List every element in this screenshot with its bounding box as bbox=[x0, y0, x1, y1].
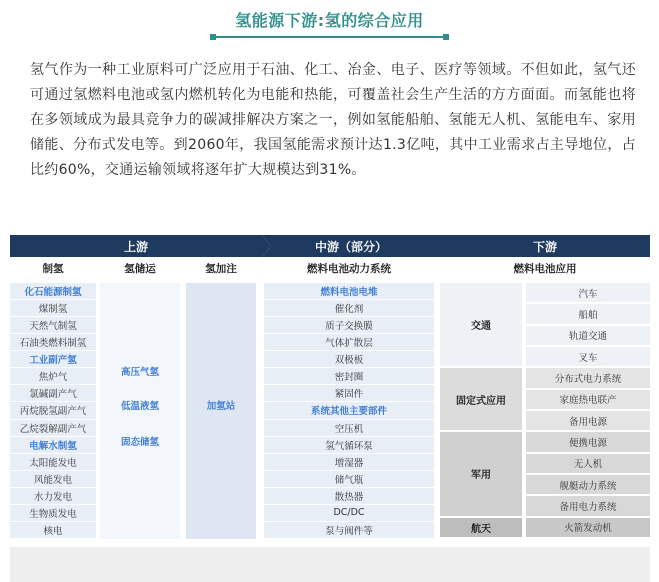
midstream-item: 质子交换膜 bbox=[264, 317, 434, 334]
downstream-group-label: 固定式应用 bbox=[440, 368, 522, 430]
midstream-item: 增湿器 bbox=[264, 454, 434, 471]
midstream-item: 泵与阀件等 bbox=[264, 522, 434, 539]
production-item: 核电 bbox=[10, 522, 96, 539]
title-area bbox=[0, 0, 659, 48]
downstream-group-label: 军用 bbox=[440, 432, 522, 515]
midstream-item: 储气瓶 bbox=[264, 471, 434, 488]
downstream-item: 分布式电力系统 bbox=[526, 368, 650, 387]
production-category: 工业副产氢 bbox=[10, 351, 96, 368]
title-underline bbox=[214, 36, 444, 38]
storage-item: 高压气氢 bbox=[120, 367, 159, 378]
downstream-item: 汽车 bbox=[526, 283, 650, 302]
midstream-item: DC/DC bbox=[264, 505, 434, 522]
col-header-downstream: 燃料电池应用 bbox=[513, 263, 577, 275]
refuel-item: 加氢站 bbox=[206, 401, 236, 412]
production-item: 水力发电 bbox=[10, 488, 96, 505]
production-item: 乙烷裂解副产气 bbox=[10, 420, 96, 437]
midstream-item: 紧固件 bbox=[264, 385, 434, 402]
downstream-item: 轨道交通 bbox=[526, 326, 650, 345]
downstream-item: 船舶 bbox=[526, 304, 650, 323]
production-category: 化石能源制氢 bbox=[10, 283, 96, 300]
downstream-column bbox=[440, 283, 650, 539]
intro-paragraph: 氢气作为一种工业原料可广泛应用于石油、化工、冶金、电子、医疗等领域。不但如此，氢气还可通过氢燃料电池或氢内燃机转化为电能和热能，可覆盖社会生产生活的方方面面。而氢能也将在多领域成为最具竞争力的碳减排解决方案之一，例如氢能船舶、氢能无人机、氢能电车、家用储能、分布式发电等。到2060年，我国氢能需求预计达1.3亿吨，其中工业需求占主导地位，占比约60%，交通运输领域将逐年扩大规模达到31%。 bbox=[30, 62, 636, 178]
midstream-item: 密封圈 bbox=[264, 368, 434, 385]
production-item: 煤制氢 bbox=[10, 300, 96, 317]
midstream-item: 氢气循环泵 bbox=[264, 437, 434, 454]
col-header-midstream: 燃料电池动力系统 bbox=[307, 263, 391, 275]
downstream-item: 无人机 bbox=[526, 454, 650, 473]
col-header-refuel: 氢加注 bbox=[205, 263, 237, 275]
downstream-group-label: 航天 bbox=[440, 518, 522, 537]
storage-item: 低温液氢 bbox=[120, 401, 159, 412]
midstream-item: 催化剂 bbox=[264, 300, 434, 317]
title-underline-dot-right bbox=[443, 34, 449, 40]
upstream-chevron bbox=[262, 235, 271, 257]
storage-column bbox=[100, 283, 180, 539]
midstream-category: 系统其他主要部件 bbox=[264, 402, 434, 419]
production-item: 氯碱副产气 bbox=[10, 385, 96, 402]
midstream-item: 散热器 bbox=[264, 488, 434, 505]
production-item: 石油类燃料制氢 bbox=[10, 334, 96, 351]
production-item: 风能发电 bbox=[10, 471, 96, 488]
production-item: 天然气制氢 bbox=[10, 317, 96, 334]
production-item: 生物质发电 bbox=[10, 505, 96, 522]
midstream-header: 中游（部分） bbox=[262, 235, 440, 257]
downstream-item: 舰艇动力系统 bbox=[526, 475, 650, 494]
downstream-item: 叉车 bbox=[526, 347, 650, 366]
midstream-category: 燃料电池电堆 bbox=[264, 283, 434, 300]
production-item: 太阳能发电 bbox=[10, 454, 96, 471]
col-header-storage: 氢储运 bbox=[124, 263, 156, 275]
midstream-item: 气体扩散层 bbox=[264, 334, 434, 351]
downstream-item: 备用电源 bbox=[526, 411, 650, 430]
refuel-column bbox=[186, 283, 256, 539]
downstream-item: 家庭热电联产 bbox=[526, 390, 650, 409]
col-header-production: 制氢 bbox=[42, 263, 64, 275]
production-item: 丙烷脱氢副产气 bbox=[10, 402, 96, 419]
midstream-column bbox=[264, 283, 434, 539]
storage-item: 固态储氢 bbox=[120, 437, 159, 448]
industry-chain-diagram bbox=[10, 235, 650, 541]
downstream-header: 下游 bbox=[440, 235, 650, 257]
footer-bar bbox=[10, 547, 650, 582]
downstream-item: 便携电源 bbox=[526, 432, 650, 451]
midstream-chevron bbox=[440, 235, 449, 257]
page-title: 氢能源下游:氢的综合应用 bbox=[235, 11, 424, 30]
production-item: 焦炉气 bbox=[10, 368, 96, 385]
production-column bbox=[10, 283, 96, 539]
downstream-group-label: 交通 bbox=[440, 283, 522, 366]
production-category: 电解水制氢 bbox=[10, 437, 96, 454]
downstream-item: 备用电力系统 bbox=[526, 496, 650, 515]
downstream-item: 火箭发动机 bbox=[526, 518, 650, 537]
midstream-item: 空压机 bbox=[264, 420, 434, 437]
midstream-item: 双极板 bbox=[264, 351, 434, 368]
upstream-header: 上游 bbox=[10, 235, 262, 257]
